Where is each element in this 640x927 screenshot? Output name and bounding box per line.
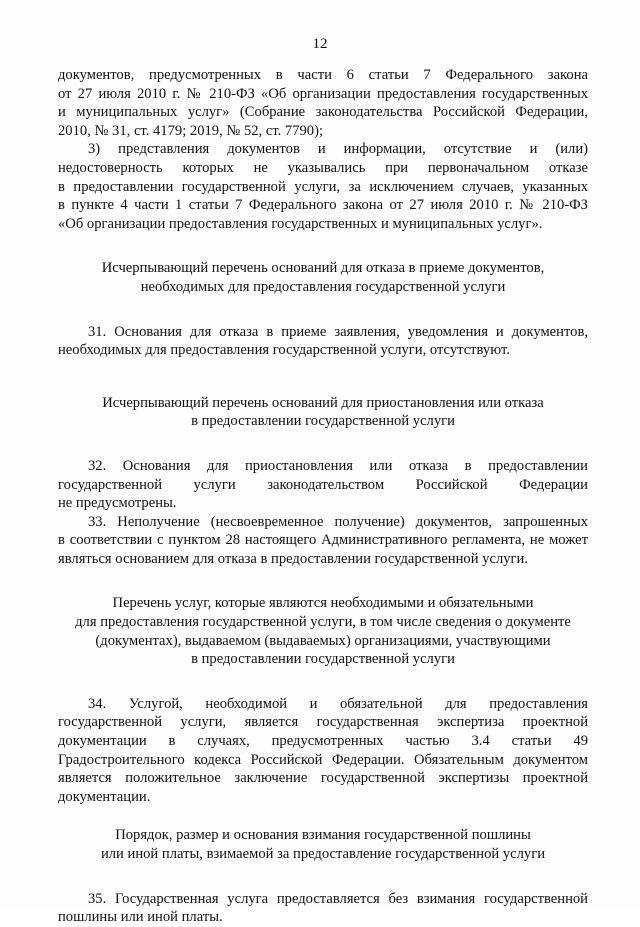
section-heading (58, 394, 588, 431)
text-line: 31. Основания для отказа в приеме заявления, уведомления и документов, (88, 323, 588, 340)
text-line: не предусмотрены. (58, 495, 177, 512)
heading-line: (документах), выдаваемом (выдаваемых) организациями, участвующими (95, 632, 551, 649)
heading-line: в предоставлении государственной услуги (191, 413, 455, 430)
text-line: государственной услуги законодательством Российской Федерации (58, 476, 588, 493)
heading-line: Перечень услуг, которые являются необходимыми и обязательными (112, 595, 534, 612)
section-heading (58, 826, 588, 863)
text-line: в пункте 4 части 1 статьи 7 Федерального закона от 27 июля 2010 г. № 210-ФЗ (58, 197, 588, 214)
heading-line: Исчерпывающий перечень оснований для отказа в приеме документов, (101, 260, 545, 277)
text-line: пошлины или иной платы. (58, 909, 223, 926)
text-line: необходимых для предоставления государственной услуги, отсутствуют. (58, 342, 510, 359)
heading-line: Порядок, размер и основания взимания государственной пошлины (115, 827, 531, 844)
paragraph-31 (58, 323, 588, 360)
text-line: являться основанием для отказа в предоставлении государственной услуги. (58, 550, 528, 567)
text-line: 2010, № 31, ст. 4179; 2019, № 52, ст. 7790); (58, 122, 323, 139)
paragraph-item-3 (58, 140, 588, 233)
text-line: 32. Основания для приостановления или отказа в предоставлении (88, 457, 588, 474)
text-line: Градостроительного кодекса Российской Федерации. Обязательным документом (58, 751, 588, 768)
text-line: «Об организации предоставления государственных и муниципальных услуг». (58, 215, 543, 232)
heading-line: Исчерпывающий перечень оснований для приостановления или отказа (102, 394, 544, 411)
text-line: в соответствии с пунктом 28 настоящего Административного регламента, не может (58, 532, 588, 549)
heading-line: в предоставлении государственной услуги (191, 651, 455, 668)
heading-line: или иной платы, взимаемой за предоставление государственной услуги (100, 846, 546, 862)
text-line: 33. Неполучение (несвоевременное получение) документов, запрошенных (88, 513, 588, 530)
heading-line: необходимых для предоставления государственной услуги (140, 278, 506, 295)
document-body (58, 66, 588, 927)
text-line: 34. Услугой, необходимой и обязательной для предоставления (88, 695, 588, 712)
text-line: и муниципальных услуг» (Собрание законодательства Российской Федерации, (58, 104, 588, 121)
text-line: недостоверность которых не указывались при первоначальном отказе (58, 159, 588, 176)
heading-line: для предоставления государственной услуги, в том числе сведения о документе (75, 614, 571, 631)
paragraph-34 (58, 695, 588, 807)
text-line: является положительное заключение государственной экспертизы проектной (58, 770, 588, 787)
text-line: государственной услуги, является государственная экспертиза проектной (58, 714, 588, 731)
paragraph-35 (58, 890, 588, 927)
paragraph-32 (58, 457, 588, 513)
text-line: в предоставлении государственной услуги, за исключением случаев, указанных (58, 178, 588, 195)
text-line: документов, предусмотренных в части 6 статьи 7 Федерального закона (58, 67, 588, 83)
section-heading (58, 259, 588, 296)
paragraph-33 (58, 513, 588, 569)
page-number: 12 (312, 36, 328, 52)
text-line: 35. Государственная услуга предоставляется без взимания государственной (88, 890, 588, 907)
text-line: от 27 июля 2010 г. № 210-ФЗ «Об организации предоставления государственных (58, 85, 588, 102)
text-line: 3) представления документов и информации, отсутствие и (или) (88, 141, 588, 158)
text-line: документации в случаях, предусмотренных частью 3.4 статьи 49 (58, 733, 588, 750)
text-line: документации. (58, 788, 151, 805)
paragraph-continuation (58, 66, 588, 140)
section-heading (58, 594, 588, 668)
